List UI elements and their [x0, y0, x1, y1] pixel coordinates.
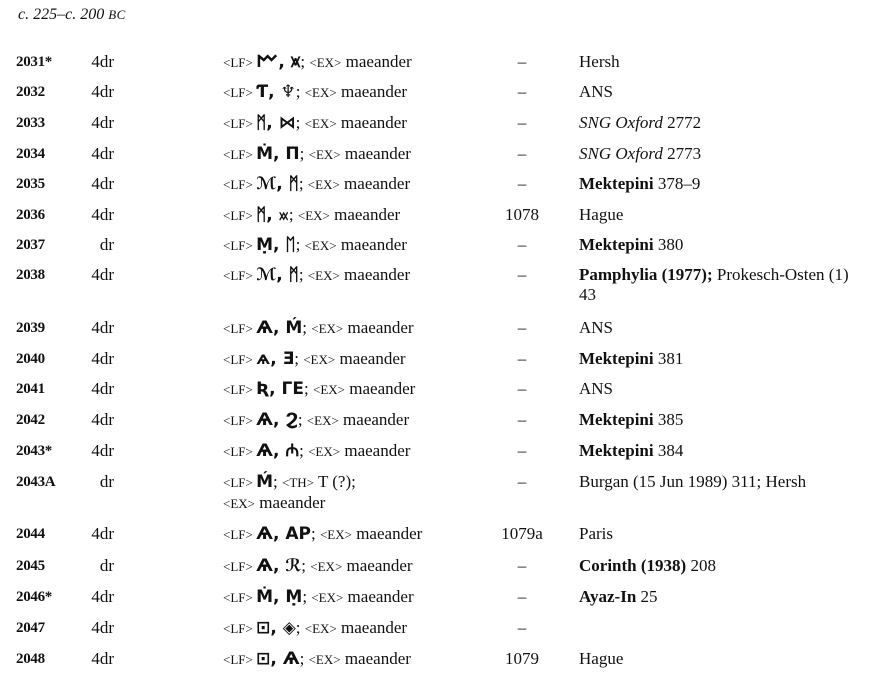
- mint-mark-abbrev: <EX>: [309, 55, 342, 70]
- monogram-glyphs: ⊡, ◈: [256, 618, 296, 638]
- left-field-abbrev: <LF>: [223, 527, 257, 542]
- monogram-marks: <LF> ℳ, ᛗ; <EX> maeander: [223, 265, 411, 285]
- mint-mark-abbrev: <EX>: [307, 268, 340, 283]
- reference-number: –: [517, 318, 527, 337]
- denomination: 4dr: [91, 144, 114, 163]
- monogram-marks: <LF> Ṁ, Ṃ; <EX> maeander: [223, 587, 414, 607]
- reference-number: –: [517, 472, 527, 491]
- reference-number: –: [517, 144, 527, 163]
- monogram-glyphs: Ƭ, ♆: [256, 82, 296, 102]
- source-text: Burgan (15 Jun 1989) 311; Hersh: [579, 472, 807, 491]
- denomination: 4dr: [91, 441, 114, 460]
- source-text: Mektepini: [579, 349, 654, 368]
- left-field-abbrev: <LF>: [223, 590, 257, 605]
- monogram-glyphs: Ѧ, Ϩ: [256, 410, 298, 430]
- source-text: 2773: [662, 144, 702, 163]
- monogram-glyphs: ѧ, Ǝ: [256, 349, 295, 369]
- reference-number: –: [517, 235, 527, 254]
- catalogue-number: 2048: [16, 651, 45, 667]
- monogram-marks: <LF> 𐌌, ⩙; <EX> maeander: [223, 52, 412, 72]
- source-citation: [579, 649, 869, 669]
- left-field-abbrev: <LF>: [223, 382, 257, 397]
- monogram-marks: <LF> Ʀ, ΓE; <EX> maeander: [223, 379, 416, 399]
- catalogue-number: 2043*: [16, 443, 53, 459]
- mint-mark-abbrev: <EX>: [304, 238, 337, 253]
- denomination: 4dr: [91, 174, 114, 193]
- source-citation: [579, 379, 869, 399]
- source-citation: [579, 349, 869, 369]
- catalogue-number: 2031*: [16, 54, 53, 70]
- source-text: 208: [686, 556, 716, 575]
- monogram-glyphs: Ѧ, AP: [256, 524, 311, 544]
- catalogue-number: 2032: [16, 84, 45, 100]
- catalogue-number: 2036: [16, 207, 45, 223]
- denomination: 4dr: [91, 52, 114, 71]
- monogram-marks: <LF> Ѧ, ℛ; <EX> maeander: [223, 556, 413, 576]
- source-citation: [579, 82, 869, 102]
- monogram-marks: <LF> ℳ, ᛗ; <EX> maeander: [223, 174, 411, 194]
- source-citation: [579, 524, 869, 544]
- mint-mark-abbrev: <EX>: [313, 382, 345, 397]
- mint-mark-abbrev: <EX>: [304, 85, 337, 100]
- catalogue-number: 2041: [16, 381, 45, 397]
- source-text: ANS: [579, 82, 614, 101]
- denomination: 4dr: [91, 113, 114, 132]
- monogram-glyphs: Ѧ, Ḿ: [256, 318, 303, 338]
- left-field-abbrev: <LF>: [223, 413, 257, 428]
- monogram-glyphs: ⊡, Ѧ: [256, 649, 300, 669]
- period-heading-era: BC: [108, 7, 126, 22]
- mint-mark-abbrev: <EX>: [304, 621, 337, 636]
- mint-mark-abbrev: <EX>: [304, 116, 337, 131]
- source-text: 385: [653, 410, 684, 429]
- catalogue-number: 2034: [16, 146, 45, 162]
- source-text: Hague: [579, 649, 624, 668]
- source-text: 378–9: [653, 174, 701, 193]
- monogram-marks: <LF> ⊡, ◈; <EX> maeander: [223, 618, 408, 638]
- monogram-marks: <LF> Ѧ, ₼; <EX> maeander: [223, 441, 411, 461]
- source-citation: [579, 144, 869, 164]
- catalogue-number: 2037: [16, 237, 45, 253]
- source-citation: [579, 472, 869, 492]
- reference-number: –: [517, 587, 527, 606]
- source-text: Corinth (1938): [579, 556, 687, 575]
- mint-mark-abbrev: <EX>: [307, 177, 340, 192]
- denomination: 4dr: [91, 82, 114, 101]
- monogram-marks: <LF> Ѧ, AP; <EX> maeander: [223, 524, 423, 544]
- mint-mark-abbrev: <EX>: [223, 496, 255, 511]
- left-field-abbrev: <LF>: [223, 352, 257, 367]
- denomination: 4dr: [91, 205, 114, 224]
- left-field-abbrev: <LF>: [223, 268, 257, 283]
- reference-number: –: [517, 265, 527, 284]
- source-text: Mektepini: [579, 235, 654, 254]
- source-text: ANS: [579, 379, 614, 398]
- reference-number: 1079: [505, 649, 539, 668]
- denomination: 4dr: [91, 349, 114, 368]
- left-field-abbrev: <LF>: [223, 177, 257, 192]
- denomination: 4dr: [91, 379, 114, 398]
- denomination: 4dr: [91, 265, 114, 284]
- catalogue-number: 2038: [16, 267, 45, 283]
- monogram-marks: <LF> Ṃ, ᛖ; <EX> maeander: [223, 235, 407, 255]
- source-text: 381: [653, 349, 684, 368]
- monogram-glyphs: Ѧ, ℛ: [256, 556, 302, 576]
- left-field-abbrev: <LF>: [223, 208, 257, 223]
- monogram-glyphs: ᛗ, ⋈: [256, 113, 296, 133]
- denomination: 4dr: [91, 318, 114, 337]
- reference-number: –: [517, 174, 527, 193]
- mint-mark-abbrev: <EX>: [311, 321, 344, 336]
- source-citation: [579, 587, 869, 607]
- source-text: 380: [653, 235, 684, 254]
- reference-number: 1079a: [501, 524, 543, 543]
- monogram-glyphs: Ṁ, Π: [256, 144, 300, 164]
- catalogue-number: 2043A: [16, 474, 56, 490]
- monogram-glyphs: Ḿ: [256, 472, 274, 492]
- source-text: 384: [653, 441, 684, 460]
- monogram-marks: <LF> ⊡, Ѧ; <EX> maeander: [223, 649, 411, 669]
- left-field-abbrev: <LF>: [223, 147, 257, 162]
- source-text: 25: [636, 587, 658, 606]
- denomination: dr: [99, 472, 114, 491]
- catalogue-number: 2039: [16, 320, 45, 336]
- source-text: Ayaz-In: [579, 587, 637, 606]
- left-field-abbrev: <LF>: [223, 55, 257, 70]
- denomination: 4dr: [91, 618, 114, 637]
- mint-mark-abbrev: <EX>: [303, 352, 336, 367]
- left-field-abbrev: <LF>: [223, 444, 257, 459]
- reference-number: –: [517, 618, 527, 637]
- source-citation: [579, 410, 869, 430]
- monogram-marks: <LF> ᛗ, ⩙; <EX> maeander: [223, 205, 401, 225]
- mint-mark-abbrev: <EX>: [297, 208, 330, 223]
- denomination: 4dr: [91, 410, 114, 429]
- mint-mark-abbrev: <EX>: [311, 590, 344, 605]
- catalogue-number: 2033: [16, 115, 45, 131]
- mint-mark-abbrev: <EX>: [308, 147, 341, 162]
- left-field-abbrev: <LF>: [223, 559, 257, 574]
- period-heading-text: c. 225–c. 200: [18, 6, 109, 23]
- reference-number: –: [517, 556, 527, 575]
- period-heading: [18, 6, 126, 24]
- source-citation: [579, 318, 869, 338]
- left-field-abbrev: <LF>: [223, 621, 257, 636]
- monogram-glyphs: ᛗ, ⩙: [256, 205, 289, 225]
- reference-number: –: [517, 52, 527, 71]
- monogram-marks: <LF> Ṁ, Π; <EX> maeander: [223, 144, 411, 164]
- reference-number: –: [517, 441, 527, 460]
- mint-mark-abbrev: <EX>: [308, 652, 341, 667]
- source-citation: [579, 205, 869, 225]
- source-text: Mektepini: [579, 441, 654, 460]
- left-field-abbrev: <LF>: [223, 116, 257, 131]
- denomination: dr: [99, 556, 114, 575]
- source-text: SNG Oxford: [579, 113, 663, 132]
- source-text: Mektepini: [579, 174, 654, 193]
- denomination: 4dr: [91, 649, 114, 668]
- denomination: 4dr: [91, 587, 114, 606]
- source-citation: [579, 556, 869, 576]
- left-field-abbrev: <LF>: [223, 475, 257, 490]
- left-field-abbrev: <LF>: [223, 652, 257, 667]
- monogram-glyphs: Ѧ, ₼: [256, 441, 300, 461]
- catalogue-number: 2040: [16, 351, 45, 367]
- source-text: ANS: [579, 318, 614, 337]
- source-citation: [579, 52, 869, 72]
- monogram-marks: <LF> ᛗ, ⋈; <EX> maeander: [223, 113, 407, 133]
- monogram-glyphs: Ṃ, ᛖ: [256, 235, 296, 255]
- source-citation: [579, 113, 869, 133]
- monogram-glyphs: 𐌌, ⩙: [256, 52, 301, 72]
- catalogue-number: 2035: [16, 176, 45, 192]
- left-field-abbrev: <LF>: [223, 321, 257, 336]
- mint-mark-abbrev: <EX>: [310, 559, 343, 574]
- monogram-marks: <LF> Ѧ, Ϩ; <EX> maeander: [223, 410, 410, 430]
- source-text: Hague: [579, 205, 624, 224]
- source-text: Pamphylia (1977);: [579, 265, 713, 284]
- monogram-marks: <LF> Ѧ, Ḿ; <EX> maeander: [223, 318, 414, 338]
- source-text: Prokesch-Osten (1) 43: [579, 265, 849, 304]
- mint-mark-abbrev: <EX>: [319, 527, 352, 542]
- catalogue-number: 2046*: [16, 589, 53, 605]
- mint-mark-abbrev: <EX>: [308, 444, 341, 459]
- catalogue-number: 2042: [16, 412, 45, 428]
- source-text: Paris: [579, 524, 613, 543]
- monogram-glyphs: ℳ, ᛗ: [256, 174, 299, 194]
- source-citation: [579, 441, 869, 461]
- left-field-abbrev: <LF>: [223, 85, 257, 100]
- monogram-glyphs: Ʀ, ΓE: [256, 379, 305, 399]
- mint-mark-abbrev: <EX>: [306, 413, 339, 428]
- mint-mark-abbrev: <TH>: [282, 475, 314, 490]
- reference-number: –: [517, 410, 527, 429]
- monogram-marks: <LF> Ḿ; <TH> T (?); <EX> maeander: [223, 472, 356, 512]
- monogram-marks: <LF> ѧ, Ǝ; <EX> maeander: [223, 349, 406, 369]
- source-text: SNG Oxford: [579, 144, 663, 163]
- catalogue-number: 2045: [16, 558, 45, 574]
- monogram-glyphs: ℳ, ᛗ: [256, 265, 299, 285]
- reference-number: –: [517, 113, 527, 132]
- denomination: dr: [99, 235, 114, 254]
- catalogue-number: 2044: [16, 526, 45, 542]
- source-text: Hersh: [579, 52, 620, 71]
- monogram-glyphs: Ṁ, Ṃ: [256, 587, 303, 607]
- reference-number: –: [517, 349, 527, 368]
- reference-number: –: [517, 379, 527, 398]
- reference-number: 1078: [505, 205, 539, 224]
- denomination: 4dr: [91, 524, 114, 543]
- source-text: Mektepini: [579, 410, 654, 429]
- source-text: 2772: [662, 113, 702, 132]
- catalogue-number: 2047: [16, 620, 45, 636]
- reference-number: –: [517, 82, 527, 101]
- left-field-abbrev: <LF>: [223, 238, 257, 253]
- source-citation: [579, 235, 869, 255]
- monogram-marks: <LF> Ƭ, ♆; <EX> maeander: [223, 82, 408, 102]
- source-citation: [579, 174, 869, 194]
- source-citation: [579, 265, 869, 305]
